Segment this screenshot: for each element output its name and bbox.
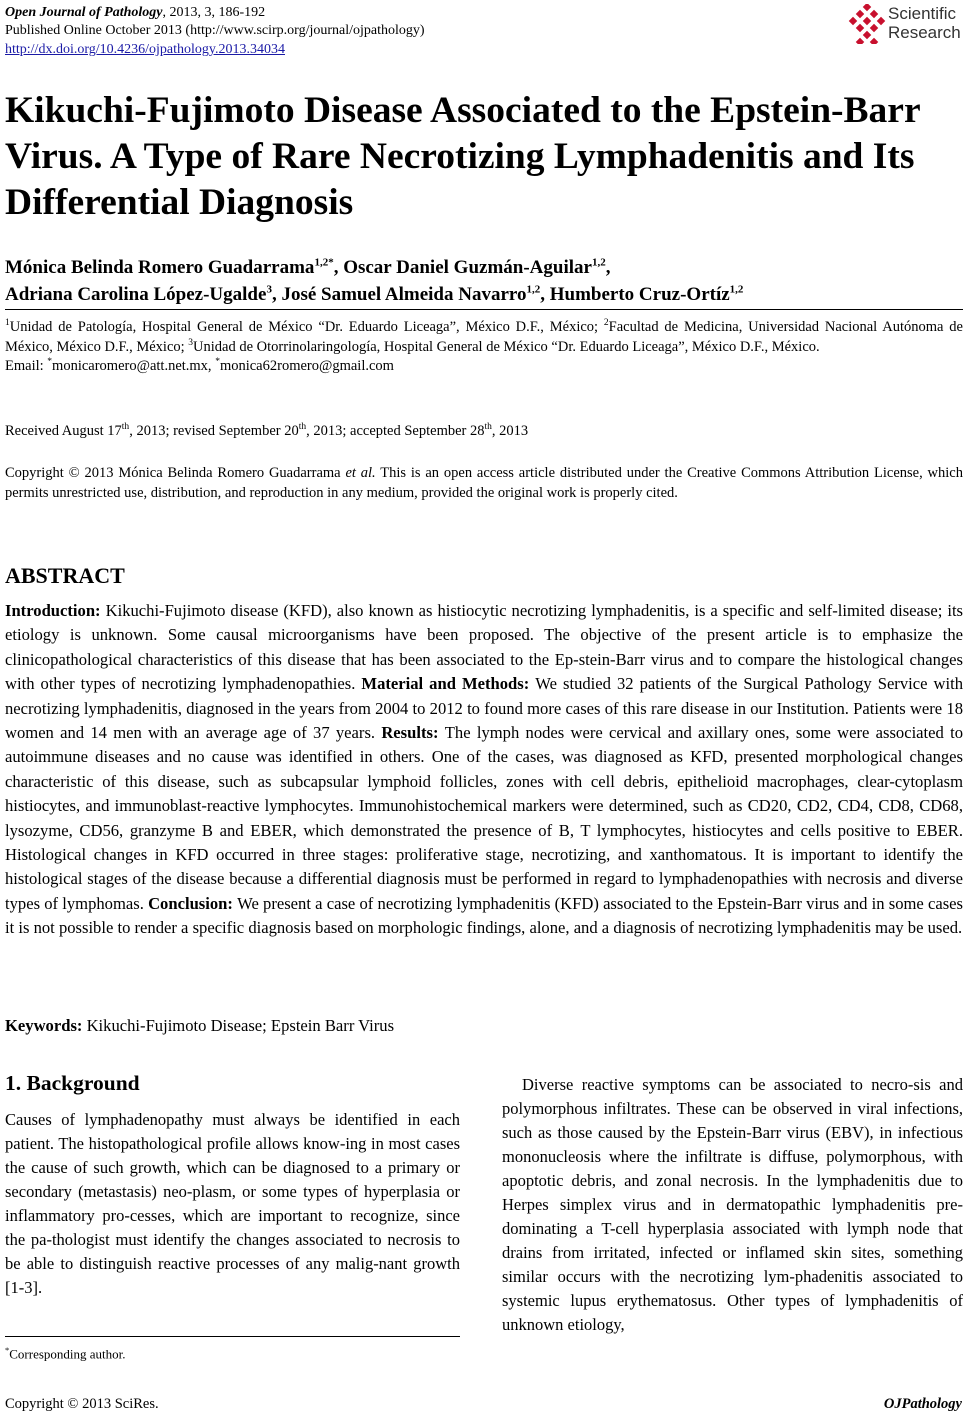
footer-journal: OJPathology	[883, 1396, 962, 1412]
keywords: Keywords: Kikuchi-Fujimoto Disease; Epstein Barr Virus	[5, 1016, 395, 1035]
footnote-divider	[5, 1336, 460, 1337]
author: José Samuel Almeida Navarro$^{1,2}$,	[281, 283, 550, 305]
author: Oscar Daniel Guzmán-Aguilar$^{1,2}$,	[343, 256, 611, 278]
logo-dot	[849, 17, 857, 25]
abstract-body: Introduction: Kikuchi-Fujimoto disease (KFD), also known as histiocytic necrotizing lymphadenitis, is a specific and self-limited disease; its etiology is unknown. Some causal microorganisms have been proposed. The objective of the present article is to emphasize the clinicopathological characteristics of this disease that has been associated to the Ep-stein-Barr virus and to compare the histological changes with other types of necrotizing lymphadenopathies. Material and Methods: We studied 32 patients of the Surgical Pathology Service with necrotizing lymphadenitis, diagnosed in the years from 2004 to 2012 to found more cases of this rare disease in our Institution. Patients were 18 women and 14 men with an average age of 37 years. Results: The lymph nodes were cervical and axillary ones, some were associated to autoimmune diseases and no cause was identified in others. One of the cases, was diagnosed as KFD, presented morphological changes characteristic of this disease, such as subcapsular lymphoid follicles, zones with cell debris, epithelioid macrophages, clear-cytoplasm histiocytes, and immunoblast-reactive lymphocytes. Immunohistochemical markers were determined, such as CD20, CD2, CD4, CD8, CD68, lysozyme, CD56, granzyme B and EBER, which demonstrated the presence of B, T lymphocytes, histiocytes and cells positive to EBER. Histological changes in KFD occurred in three stages: proliferative stage, necrotizing, and xanthomatous. It is important to identify the histological stages of the disease because a differential diagnosis must be performed in regard to lymphadenopathies with necrosis and diverse types of lymphomas. Conclusion: We present a case of necrotizing lymphadenitis (KFD) associated to the Epstein-Barr virus and in some cases it is not possible to render a specific diagnosis based on morphologic findings, alone, and a diagnosis of necrotizing lymphadenitis may be used.	[5, 601, 964, 938]
journal-name: Open Journal of Pathology	[5, 5, 163, 20]
published-online: Published Online October 2013 (http://www.scirp.org/journal/ojpathology)	[5, 23, 425, 38]
logo-dot	[856, 24, 864, 32]
logo-dot	[863, 17, 871, 25]
section-heading-background: 1. Background	[5, 1071, 140, 1095]
logo-dot	[863, 4, 871, 11]
author: Adriana Carolina López-Ugalde$^3$,	[5, 283, 282, 305]
abstract-heading: ABSTRACT	[5, 563, 125, 588]
logo-dot	[870, 38, 878, 44]
footer-copyright: Copyright © 2013 SciRes.	[5, 1396, 159, 1412]
journal-citation	[5, 4, 265, 22]
email-link-2[interactable]: monica62romero@gmail.com	[219, 358, 394, 374]
author: Humberto Cruz-Ortíz$^{1,2}$	[549, 283, 744, 305]
author-divider	[5, 309, 963, 310]
footnote: *Corresponding author.	[5, 1345, 126, 1362]
author: Mónica Belinda Romero Guadarrama$^{1,2*}$,	[5, 256, 344, 278]
logo-dot	[870, 24, 878, 32]
author-list	[5, 254, 963, 308]
email-line: Email: *monicaromero@att.net.mx, *monica62romero@gmail.com	[5, 357, 394, 374]
affiliations: $^1$Unidad de Patología, Hospital General de México “Dr. Eduardo Liceaga”, México D.F., México; $^2$Facultad de Medicina, Universidad Nacional Autónoma de México, México D.F., México; $^3$Unidad de Otorrinolaringología, Hospital General de México “Dr. Eduardo Liceaga”, México D.F., México. Email: *monicaromero@att.net.mx, *monica62romero@gmail.com	[5, 318, 963, 374]
logo-dot	[856, 38, 864, 44]
copyright-notice: Copyright © 2013 Mónica Belinda Romero Guadarrama et al. This is an open access article distributed under the Creative Commons Attribution License, which permits unrestricted use, distribution, and reproduction in any medium, provided the original work is properly cited.	[5, 465, 963, 501]
logo-line-1: Scientific	[888, 4, 957, 23]
logo-dot	[877, 17, 885, 25]
logo-mark-icon	[848, 4, 886, 44]
right-column-paragraph: Diverse reactive symptoms can be associated to necro-sis and polymorphous infiltrates. These can be observed in viral infections, such as those caused by the Epstein-Barr virus (EBV), in infectious mononucleosis where the infiltrate is diffuse, polymorphous, with apoptotic debris, and zonal necrosis. In the lymphadenitis due to Herpes simplex virus and in dermatopathic lymphadenitis pre-dominating a T-cell hyperplasia associated with lymph node that drains from irritated, infected or inflamed skin sites, something similar occurs with the necrotizing lym-phadenitis associated to systemic lupus erythematosus. Other types of lymphadenitis of unknown etiology,	[502, 1075, 963, 1334]
logo-dot	[870, 10, 878, 18]
doi-link[interactable]: http://dx.doi.org/10.4236/ojpathology.2013.34034	[5, 42, 285, 57]
scientific-research-logo	[848, 2, 966, 46]
paper-title: Kikuchi-Fujimoto Disease Associated to the Epstein-Barr Virus. A Type of Rare Necrotizing Lymphadenitis and Its Differential Diagnosis	[5, 90, 920, 223]
logo-line-2: Research	[888, 23, 961, 42]
logo-dot	[856, 10, 864, 18]
received-dates: Received August 17th, 2013; revised September 20th, 2013; accepted September 28th, 2013	[5, 422, 529, 439]
logo-dot	[863, 31, 871, 39]
left-column-paragraph: Causes of lymphadenopathy must always be identified in each patient. The histopathological profile allows know-ing in most cases the cause of such growth, which can be diagnosed to a primary or secondary (metastasis) neo-plasm, or some types of hyperplasia or inflammatory pro-cesses, which are important to recognize, since the pa-thologist must identify the changes associated to necrosis to be able to distinguish reactive processes of any malig-nant growth [1-3].	[5, 1110, 460, 1297]
email-link-1[interactable]: monicaromero@att.net.mx,	[52, 358, 216, 374]
journal-issue: , 2013, 3, 186-192	[162, 5, 266, 20]
